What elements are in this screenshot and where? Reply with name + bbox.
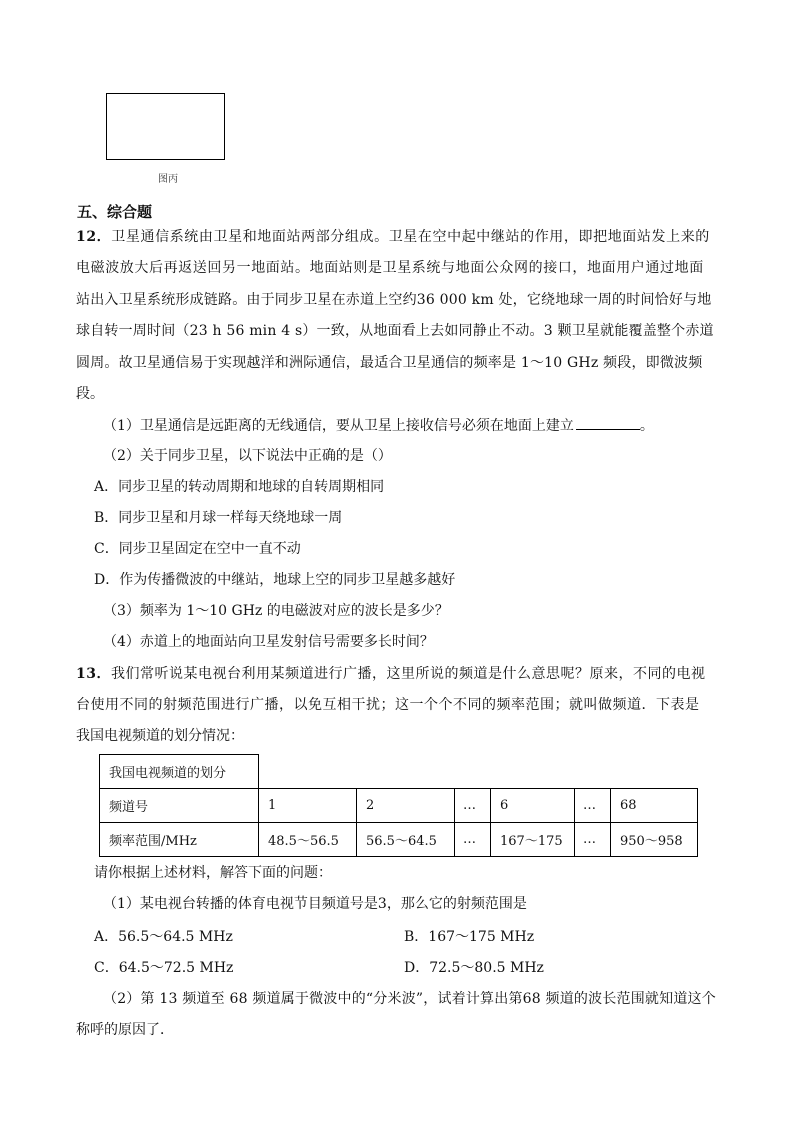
table-cell: 56.5～64.5 (357, 823, 455, 857)
table-cell: … (575, 823, 611, 857)
q12-line-4: 球自转一周时间（23 h 56 min 4 s）一致，从地面看上去如同静止不动。3 颗卫星就能覆盖整个赤道 (76, 323, 714, 339)
table-caption: 我国电视频道的划分 (100, 755, 259, 789)
q13-sub1: （1）某电视台转播的体育电视节目频道号是3，那么它的射频范围是 (103, 896, 527, 912)
table-cell: 68 (611, 789, 698, 823)
table-cell: … (455, 823, 491, 857)
q12-sub2: （2）关于同步卫星，以下说法中正确的是（） (103, 448, 392, 464)
q12-line-6: 段。 (76, 386, 104, 402)
table-cell: 950～958 (611, 823, 698, 857)
q12-option-d: D．作为传播微波的中继站，地球上空的同步卫星越多越好 (94, 572, 456, 588)
table-cell: 1 (259, 789, 357, 823)
figure-caption: 图丙 (158, 174, 178, 185)
table-row (100, 789, 698, 823)
q13-sub2-line-2: 称呼的原因了． (76, 1022, 174, 1038)
q13-line-2: 台使用不同的射频范围进行广播，以免互相干扰；这一个个不同的频率范围；就叫做频道．下表是 (76, 697, 700, 713)
section-title: 五、综合题 (77, 203, 153, 221)
q12-line-5: 圆周。故卫星通信易于实现越洋和洲际通信，最适合卫星通信的频率是 1～10 GHz 频段，即微波频 (76, 355, 703, 371)
q13-option-d: D．72.5～80.5 MHz (404, 960, 544, 976)
table-caption-row (100, 755, 698, 789)
q12-line-2: 电磁波放大后再返送回另一地面站。地面站则是卫星系统与地面公众网的接口，地面用户通过地面 (76, 260, 704, 276)
figure-frame (106, 93, 225, 160)
q13-line-1 (76, 664, 722, 684)
table-cell: 2 (357, 789, 455, 823)
q13-line-3: 我国电视频道的划分情况： (76, 728, 244, 744)
table-cell: 频率范围/MHz (100, 823, 259, 857)
q12-sub1 (103, 415, 749, 436)
q13-option-a: A．56.5～64.5 MHz (94, 929, 233, 945)
q12-number: 12． (76, 229, 112, 245)
q12-text-1: 卫星通信系统由卫星和地面站两部分组成。卫星在空中起中继站的作用，即把地面站发上来的 (111, 229, 710, 245)
q13-number: 13． (76, 666, 111, 682)
answer-blank[interactable] (576, 415, 640, 430)
q13-option-c: C．64.5～72.5 MHz (94, 960, 234, 976)
q12-option-c: C．同步卫星固定在空中一直不动 (94, 541, 301, 557)
table-cell: … (575, 789, 611, 823)
q12-option-b: B．同步卫星和月球一样每天绕地球一周 (94, 510, 343, 526)
channel-table (99, 754, 698, 857)
table-cell: 48.5～56.5 (259, 823, 357, 857)
table-cell: 6 (491, 789, 575, 823)
q13-text-1: 我们常听说某电视台利用某频道进行广播，这里所说的频道是什么意思呢？原来，不同的电视 (110, 666, 706, 682)
q13-sub2-line-1: （2）第 13 频道至 68 频道属于微波中的“分米波”，试着计算出第68 频道的波长范围就知道这个 (103, 991, 716, 1007)
table-cell: 频道号 (100, 789, 259, 823)
q13-option-b: B．167～175 MHz (404, 929, 535, 945)
q12-option-a: A．同步卫星的转动周期和地球的自转周期相同 (94, 479, 385, 495)
q12-sub1-end: 。 (639, 418, 654, 434)
q12-sub4: （4）赤道上的地面站向卫星发射信号需要多长时间？ (103, 634, 434, 650)
q12-sub1-text: （1）卫星通信是远距离的无线通信，要从卫星上接收信号必须在地面上建立 (103, 418, 574, 434)
table-cell: … (455, 789, 491, 823)
q12-line-3: 站出入卫星系统形成链路。由于同步卫星在赤道上空约36 000 km 处，它绕地球一周的时间恰好与地 (76, 292, 712, 308)
table-row (100, 823, 698, 857)
table-cell: 167～175 (491, 823, 575, 857)
q13-instruction: 请你根据上述材料，解答下面的问题： (94, 865, 332, 881)
q12-line-1 (76, 227, 722, 247)
q12-sub3: （3）频率为 1～10 GHz 的电磁波对应的波长是多少？ (103, 603, 449, 619)
